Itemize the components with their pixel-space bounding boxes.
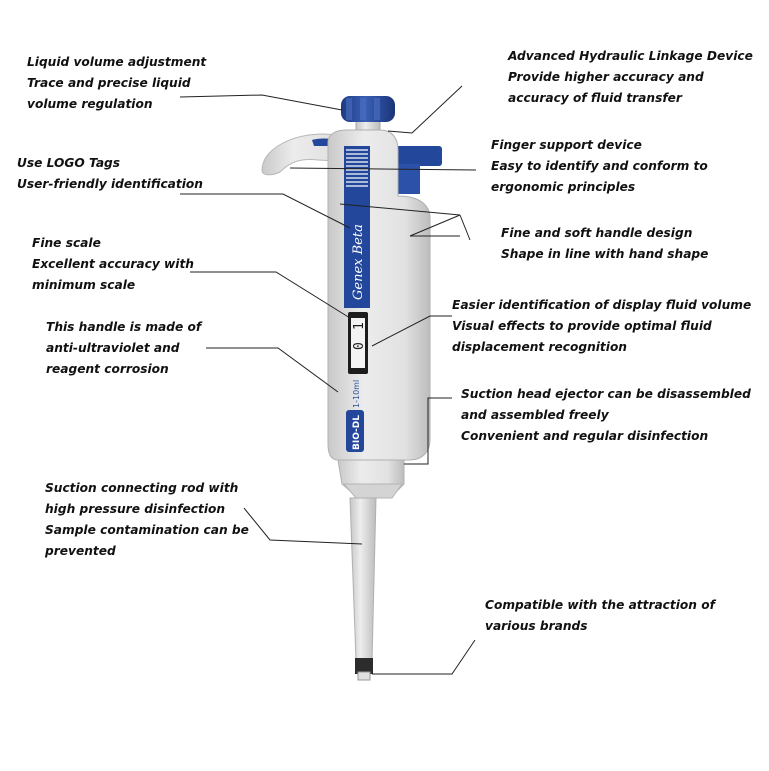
annotation-finger-support: Finger support device Easy to identify and conform to ergonomic principles [491,138,708,194]
brand-name: Genex Beta [351,224,366,300]
tip-cone [355,658,373,680]
volume-display [348,312,368,374]
connecting-rod [350,498,376,660]
maker-logo [346,410,364,452]
annotation-fine-scale: Fine scale Excellent accuracy with minimum scale [32,236,194,292]
annotation-handle-design: Fine and soft handle design Shape in line with hand shape [501,226,709,261]
annotation-volume-adjustment: Liquid volume adjustment Trace and precise liquid volume regulation [27,55,207,111]
display-digit-2: 0 [352,342,367,350]
annotation-handle-material: This handle is made of anti-ultraviolet and reagent corrosion [46,320,202,376]
annotation-hydraulic-linkage: Advanced Hydraulic Linkage Device Provide higher accuracy and accuracy of fluid transfer [508,49,753,105]
display-digit-1: 1 [352,322,367,330]
svg-text:BIO-DL: BIO-DL [352,415,362,450]
annotation-tip-ejector: Suction head ejector can be disassembled and assembled freely Convenient and regular disinfection [461,387,751,443]
annotation-compatibility: Compatible with the attraction of various brands [485,598,715,633]
volume-spec: 1-10ml [352,379,361,408]
annotation-display-volume: Easier identification of display fluid volume Visual effects to provide optimal fluid displacement recognition [452,298,752,354]
annotation-logo-tags: Use LOGO Tags User-friendly identification [17,156,203,191]
annotation-connecting-rod: Suction connecting rod with high pressure disinfection Sample contamination can be prevented [45,481,249,558]
